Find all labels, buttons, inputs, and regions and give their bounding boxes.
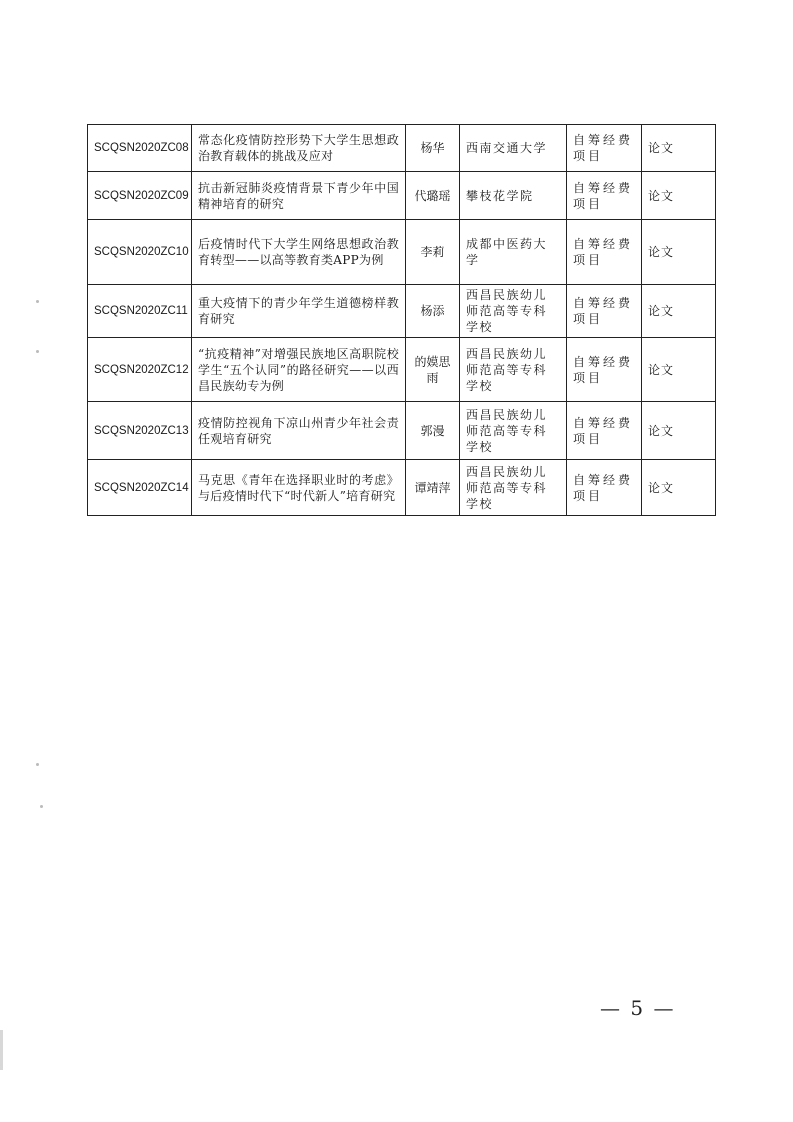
project-author: 李莉 xyxy=(406,220,460,285)
project-type: 论文 xyxy=(642,125,716,172)
project-code: SCQSN2020ZC12 xyxy=(88,338,192,402)
project-author: 杨华 xyxy=(406,125,460,172)
project-type: 论文 xyxy=(642,460,716,516)
project-unit: 西昌民族幼儿师范高等专科学校 xyxy=(460,338,567,402)
project-unit: 攀枝花学院 xyxy=(460,172,567,220)
project-code: SCQSN2020ZC13 xyxy=(88,402,192,460)
table-row xyxy=(88,125,716,172)
table-row xyxy=(88,460,716,516)
table-row xyxy=(88,338,716,402)
project-type: 论文 xyxy=(642,285,716,338)
scan-speck xyxy=(36,350,39,353)
table-row xyxy=(88,220,716,285)
project-code: SCQSN2020ZC14 xyxy=(88,460,192,516)
project-title: 马克思《青年在选择职业时的考虑》与后疫情时代下“时代新人”培育研究 xyxy=(192,460,406,516)
project-type: 论文 xyxy=(642,338,716,402)
project-fund: 自筹经费项目 xyxy=(567,285,642,338)
project-fund: 自筹经费项目 xyxy=(567,402,642,460)
project-unit: 西昌民族幼儿师范高等专科学校 xyxy=(460,460,567,516)
scan-edge-mark xyxy=(0,1030,3,1070)
project-unit: 西南交通大学 xyxy=(460,125,567,172)
project-unit: 西昌民族幼儿师范高等专科学校 xyxy=(460,402,567,460)
project-author: 郭漫 xyxy=(406,402,460,460)
table-row xyxy=(88,172,716,220)
project-code: SCQSN2020ZC08 xyxy=(88,125,192,172)
project-unit: 成都中医药大学 xyxy=(460,220,567,285)
project-title: 疫情防控视角下凉山州青少年社会责任观培育研究 xyxy=(192,402,406,460)
scan-speck xyxy=(36,763,39,766)
project-title: 重大疫情下的青少年学生道德榜样教育研究 xyxy=(192,285,406,338)
project-type: 论文 xyxy=(642,172,716,220)
project-author: 代璐瑶 xyxy=(406,172,460,220)
project-code: SCQSN2020ZC09 xyxy=(88,172,192,220)
project-author: 杨添 xyxy=(406,285,460,338)
project-type: 论文 xyxy=(642,402,716,460)
project-title: 后疫情时代下大学生网络思想政治教育转型——以高等教育类APP为例 xyxy=(192,220,406,285)
project-code: SCQSN2020ZC11 xyxy=(88,285,192,338)
project-author: 的嫫思雨 xyxy=(406,338,460,402)
project-fund: 自筹经费项目 xyxy=(567,338,642,402)
project-fund: 自筹经费项目 xyxy=(567,172,642,220)
project-fund: 自筹经费项目 xyxy=(567,460,642,516)
scan-speck xyxy=(40,805,43,808)
table-row xyxy=(88,402,716,460)
page-number: — 5 — xyxy=(600,996,676,1020)
table-row xyxy=(88,285,716,338)
project-table xyxy=(87,124,716,516)
project-title: 常态化疫情防控形势下大学生思想政治教育载体的挑战及应对 xyxy=(192,125,406,172)
scan-speck xyxy=(36,300,39,303)
project-title: “抗疫精神”对增强民族地区高职院校学生“五个认同”的路径研究——以西昌民族幼专为例 xyxy=(192,338,406,402)
project-author: 谭靖萍 xyxy=(406,460,460,516)
project-type: 论文 xyxy=(642,220,716,285)
project-fund: 自筹经费项目 xyxy=(567,220,642,285)
project-code: SCQSN2020ZC10 xyxy=(88,220,192,285)
project-title: 抗击新冠肺炎疫情背景下青少年中国精神培育的研究 xyxy=(192,172,406,220)
project-unit: 西昌民族幼儿师范高等专科学校 xyxy=(460,285,567,338)
project-fund: 自筹经费项目 xyxy=(567,125,642,172)
